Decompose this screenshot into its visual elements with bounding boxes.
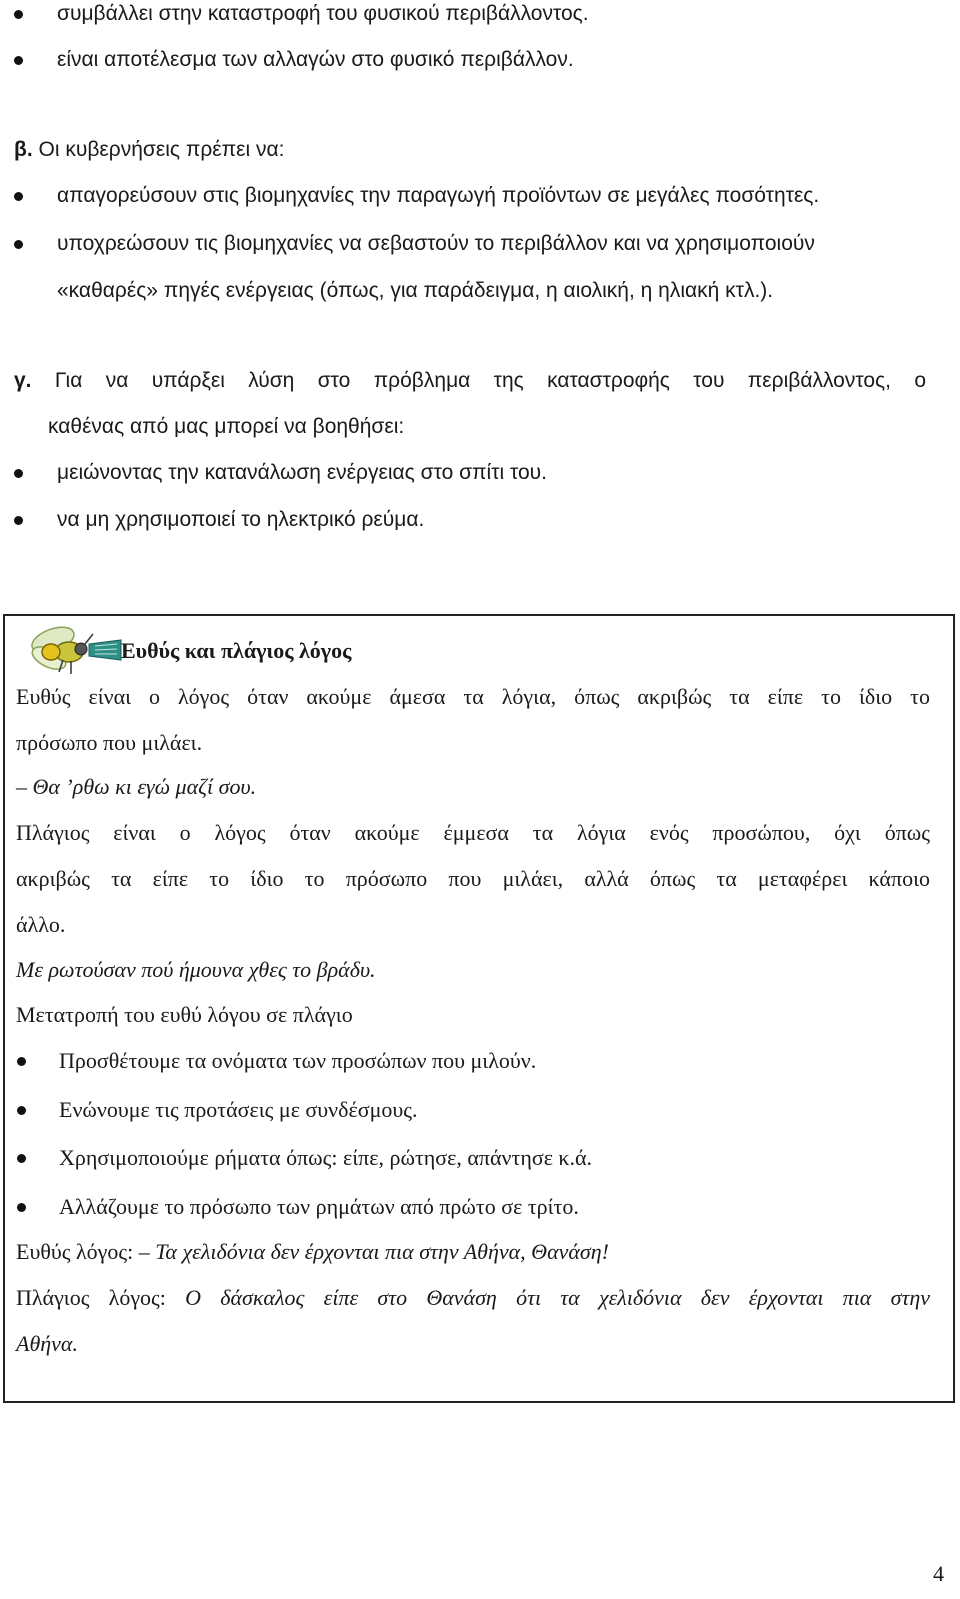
bullet-icon xyxy=(17,1203,26,1212)
list-item-text: μειώνοντας την κατανάλωση ενέργειας στο σπίτι του. xyxy=(57,461,547,484)
bullet-icon xyxy=(14,192,23,201)
rule-text: Χρησιμοποιούμε ρήματα όπως: είπε, ρώτησε, απάντησε κ.ά. xyxy=(59,1145,593,1170)
list-item-text: συμβάλλει στην καταστροφή του φυσικού περιβάλλοντος. xyxy=(57,2,589,25)
page-number: 4 xyxy=(933,1561,944,1586)
indirect-speech-definition-cont: ακριβώς τα είπε το ίδιο το πρόσωπο που μιλάει, αλλά όπως τα μεταφέρει κάποιο xyxy=(16,866,930,891)
bullet-icon xyxy=(17,1057,26,1066)
example-indirect xyxy=(16,1285,930,1311)
indirect-speech-example: Με ρωτούσαν πού ήμουνα χθες το βράδυ. xyxy=(16,957,376,982)
bullet-icon xyxy=(14,516,23,525)
bullet-icon xyxy=(17,1106,26,1115)
example-direct xyxy=(16,1239,609,1265)
list-item-continuation: «καθαρές» πηγές ενέργειας (όπως, για παράδειγμα, η αιολική, η ηλιακή κτλ.). xyxy=(57,279,774,302)
question-text: Οι κυβερνήσεις πρέπει να: xyxy=(38,138,285,161)
bullet-icon xyxy=(14,240,23,249)
bullet-icon xyxy=(14,10,23,19)
list-item-text: υποχρεώσουν τις βιομηχανίες να σεβαστούν το περιβάλλον και να χρησιμοποιούν xyxy=(57,232,815,255)
direct-speech-definition: Ευθύς είναι ο λόγος όταν ακούμε άμεσα τα λόγια, όπως ακριβώς τα είπε το ίδιο το xyxy=(16,684,930,709)
question-text-continuation: καθένας από μας μπορεί να βοηθήσει: xyxy=(48,415,405,438)
question-text: Για να υπάρξει λύση στο πρόβλημα της καταστροφής του περιβάλλοντος, ο xyxy=(54,369,926,392)
question-c xyxy=(14,368,926,394)
list-item-text: είναι αποτέλεσμα των αλλαγών στο φυσικό περιβάλλον. xyxy=(57,48,574,71)
question-marker: γ. xyxy=(14,369,32,392)
question-b xyxy=(14,137,284,163)
example-indirect-label: Πλάγιος λόγος: xyxy=(16,1285,166,1310)
rule-text: Αλλάζουμε το πρόσωπο των ρημάτων από πρώτο σε τρίτο. xyxy=(59,1194,579,1219)
direct-speech-example: – Θα ’ρθω κι εγώ μαζί σου. xyxy=(16,774,257,799)
conversion-heading: Μετατροπή του ευθύ λόγου σε πλάγιο xyxy=(16,1002,353,1027)
rule-text: Προσθέτουμε τα ονόματα των προσώπων που μιλούν. xyxy=(59,1048,537,1073)
bullet-icon xyxy=(14,56,23,65)
grammar-box xyxy=(3,614,955,1403)
indirect-speech-definition-end: άλλο. xyxy=(16,912,66,937)
bullet-icon xyxy=(14,469,23,478)
example-direct-text: – Τα χελιδόνια δεν έρχονται πια στην Αθήνα, Θανάση! xyxy=(138,1239,610,1264)
rule-text: Ενώνουμε τις προτάσεις με συνδέσμους. xyxy=(59,1097,418,1122)
list-item-text: απαγορεύσουν στις βιομηχανίες την παραγωγή προϊόντων σε μεγάλες ποσότητες. xyxy=(57,184,820,207)
firefly-icon xyxy=(23,622,123,680)
box-title: Ευθύς και πλάγιος λόγος xyxy=(121,638,352,663)
indirect-speech-definition: Πλάγιος είναι ο λόγος όταν ακούμε έμμεσα τα λόγια ενός προσώπου, όχι όπως xyxy=(16,820,930,845)
list-item-text: να μη χρησιμοποιεί το ηλεκτρικό ρεύμα. xyxy=(57,508,425,531)
bullet-icon xyxy=(17,1154,26,1163)
example-indirect-cont: Αθήνα. xyxy=(16,1331,78,1356)
example-indirect-text: Ο δάσκαλος είπε στο Θανάση ότι τα χελιδόνια δεν έρχονται πια στην xyxy=(185,1285,930,1310)
question-marker: β. xyxy=(14,138,33,161)
direct-speech-definition-cont: πρόσωπο που μιλάει. xyxy=(16,730,203,755)
example-direct-label: Ευθύς λόγος: xyxy=(16,1239,134,1264)
